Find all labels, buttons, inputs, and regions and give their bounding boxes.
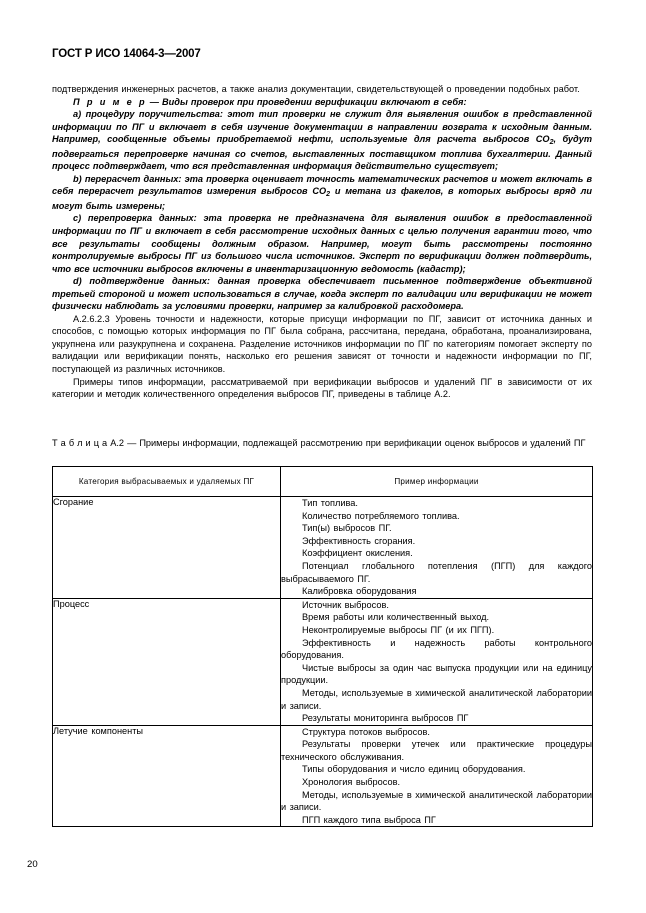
example-line: Методы, используемые в химической аналитической лаборатории и записи. bbox=[281, 687, 592, 711]
example-line: Калибровка оборудования bbox=[302, 586, 417, 597]
standard-header: ГОСТ Р ИСО 14064-3—2007 bbox=[52, 48, 201, 60]
example-line: Потенциал глобального потепления (ПГП) для каждого выбрасываемого ПГ. bbox=[281, 560, 592, 584]
clause-text: Уровень точности и надежности, которые присущи информации по ПГ, зависит от источника данных и способов, с помощью которых информация по ПГ была собрана, рассчитана, передана, обработана, проанализирована, укрупнена или разукрупнена и сохранена. Разделение источников информации по ПГ по категориям помогает эксперту по валидации или верификации понять, насколько его решения зависят от точности и надежности информации по ПГ, поступающей из различных источников. bbox=[52, 313, 592, 375]
paragraph-continuation: подтверждения инженерных расчетов, а также анализ документации, свидетельствующей о проведении подобных работ. bbox=[52, 84, 580, 94]
example-line: Время работы или количественный выход. bbox=[302, 612, 490, 623]
list-item-a-label: a) процедуру поручительства: bbox=[73, 109, 223, 120]
table-row bbox=[53, 598, 593, 725]
list-item-c-text: эта проверка не предназначена для выявления ошибок в предоставленной информации по ПГ и включает в себя рассмотрение исходных данных с целью получения гарантии того, что все результаты сообщены должным образом. Например, могут быть рассмотрены постоянно контролируемые выбросы ПГ из большого числа источников. Эксперт по верификации должен подтвердить, что все источники выбросов включены в инвентаризационную ведомость (кадастр); bbox=[52, 213, 592, 274]
list-item-b-subscript: 2 bbox=[326, 191, 331, 199]
example-line: Методы, используемые в химической аналитической лаборатории и записи. bbox=[281, 789, 592, 813]
table-body bbox=[53, 497, 593, 827]
example-line: Эффективность сгорания. bbox=[302, 535, 416, 546]
table-row bbox=[53, 725, 593, 827]
cell-category: Летучие компоненты bbox=[53, 725, 281, 827]
list-item-d-text: данная проверка обеспечивает письменное подтверждение объективной третьей стороной и может использоваться в случае, когда эксперт по валидации или верификации не может физически наблюдать за условиями проверки, например за калибровкой расходомера. bbox=[52, 276, 592, 312]
example-line: Структура потоков выбросов. bbox=[302, 726, 430, 737]
list-item-b bbox=[52, 173, 592, 213]
information-table bbox=[52, 466, 593, 827]
example-line: Источник выбросов. bbox=[302, 599, 389, 610]
paragraph-examples: Примеры типов информации, рассматриваемой при верификации выбросов и удалений ПГ в зависимости от их категории и методик количественного определения выбросов ПГ, приведены в таблице А.2. bbox=[52, 376, 592, 400]
list-item-a-text: этот тип проверки не служит для выявления ошибок в представленной информации по ПГ и включает в себя изучение документации в направлении возврата к исходным данным. Например, сообщенные объемы приобретаемой нефти, используемые для расчета выбросов CO bbox=[52, 109, 592, 145]
example-line: Тип(ы) выбросов ПГ. bbox=[302, 523, 392, 534]
example-label: П р и м е р bbox=[73, 96, 147, 107]
list-item-c bbox=[52, 212, 592, 275]
document-body bbox=[52, 83, 592, 401]
example-line: ПГП каждого типа выброса ПГ bbox=[302, 814, 436, 825]
table-caption-text: Примеры информации, подлежащей рассмотрению при верификации оценок выбросов и удалений ПГ bbox=[139, 438, 586, 448]
example-line: Неконтролируемые выбросы ПГ (и их ПГП). bbox=[302, 624, 495, 635]
clause-paragraph bbox=[52, 313, 592, 376]
clause-number: A.2.6.2.3 bbox=[73, 313, 110, 324]
example-line: Типы оборудования и число единиц оборудования. bbox=[302, 764, 526, 775]
table-caption bbox=[52, 437, 592, 450]
list-item-d bbox=[52, 275, 592, 313]
example-line: Хронология выбросов. bbox=[302, 777, 401, 788]
column-header-example: Пример информации bbox=[281, 467, 593, 497]
cell-examples bbox=[281, 497, 593, 599]
cell-examples bbox=[281, 725, 593, 827]
list-item-d-label: d) подтверждение данных: bbox=[73, 276, 210, 287]
example-line: Коэффициент окисления. bbox=[302, 548, 413, 559]
example-line: Эффективность и надежность работы контрольного оборудования. bbox=[281, 637, 592, 661]
example-dash: — bbox=[146, 96, 163, 107]
example-line: Чистые выбросы за один час выпуска продукции или на единицу продукции. bbox=[281, 662, 592, 686]
table-header-row bbox=[53, 467, 593, 497]
example-line: Тип топлива. bbox=[302, 498, 358, 508]
list-item-b-text2: и метана из факелов, в которых выбросы вряд ли могут быть измерены; bbox=[52, 186, 593, 211]
list-item-a-subscript: 2 bbox=[549, 139, 554, 147]
example-line: Результаты проверки утечек или практические процедуры технического обслуживания. bbox=[281, 739, 592, 762]
example-text: Виды проверок при проведении верификации включают в себя: bbox=[162, 96, 467, 107]
page-number: 20 bbox=[27, 859, 38, 870]
list-item-a bbox=[52, 108, 592, 173]
list-item-b-text: эта проверка оценивает точность математических расчетов и может включать в себя перерасчет результатов измерения выбросов CO bbox=[52, 173, 592, 197]
table-row bbox=[53, 497, 593, 599]
table-head bbox=[53, 467, 593, 497]
cell-examples bbox=[281, 598, 593, 725]
example-paragraph bbox=[52, 96, 592, 109]
cell-category: Сгорание bbox=[53, 497, 281, 599]
cell-category: Процесс bbox=[53, 598, 281, 725]
list-item-a-text2: , будут подвергаться перепроверке начиная со счетов, выставленных поставщиком топлива бухгалтерии. Данный процесс подтверждает, что вся представленная информация действительно существует; bbox=[52, 134, 592, 172]
column-header-category: Категория выбрасываемых и удаляемых ПГ bbox=[53, 467, 281, 497]
example-line: Результаты мониторинга выбросов ПГ bbox=[302, 713, 469, 724]
list-item-c-label: c) перепроверка данных: bbox=[73, 213, 197, 224]
example-line: Количество потребляемого топлива. bbox=[302, 510, 460, 521]
table-caption-dash: — bbox=[124, 438, 140, 448]
list-item-b-label: b) перерасчет данных: bbox=[73, 173, 182, 184]
table-caption-label: Т а б л и ц а А.2 bbox=[52, 438, 125, 448]
